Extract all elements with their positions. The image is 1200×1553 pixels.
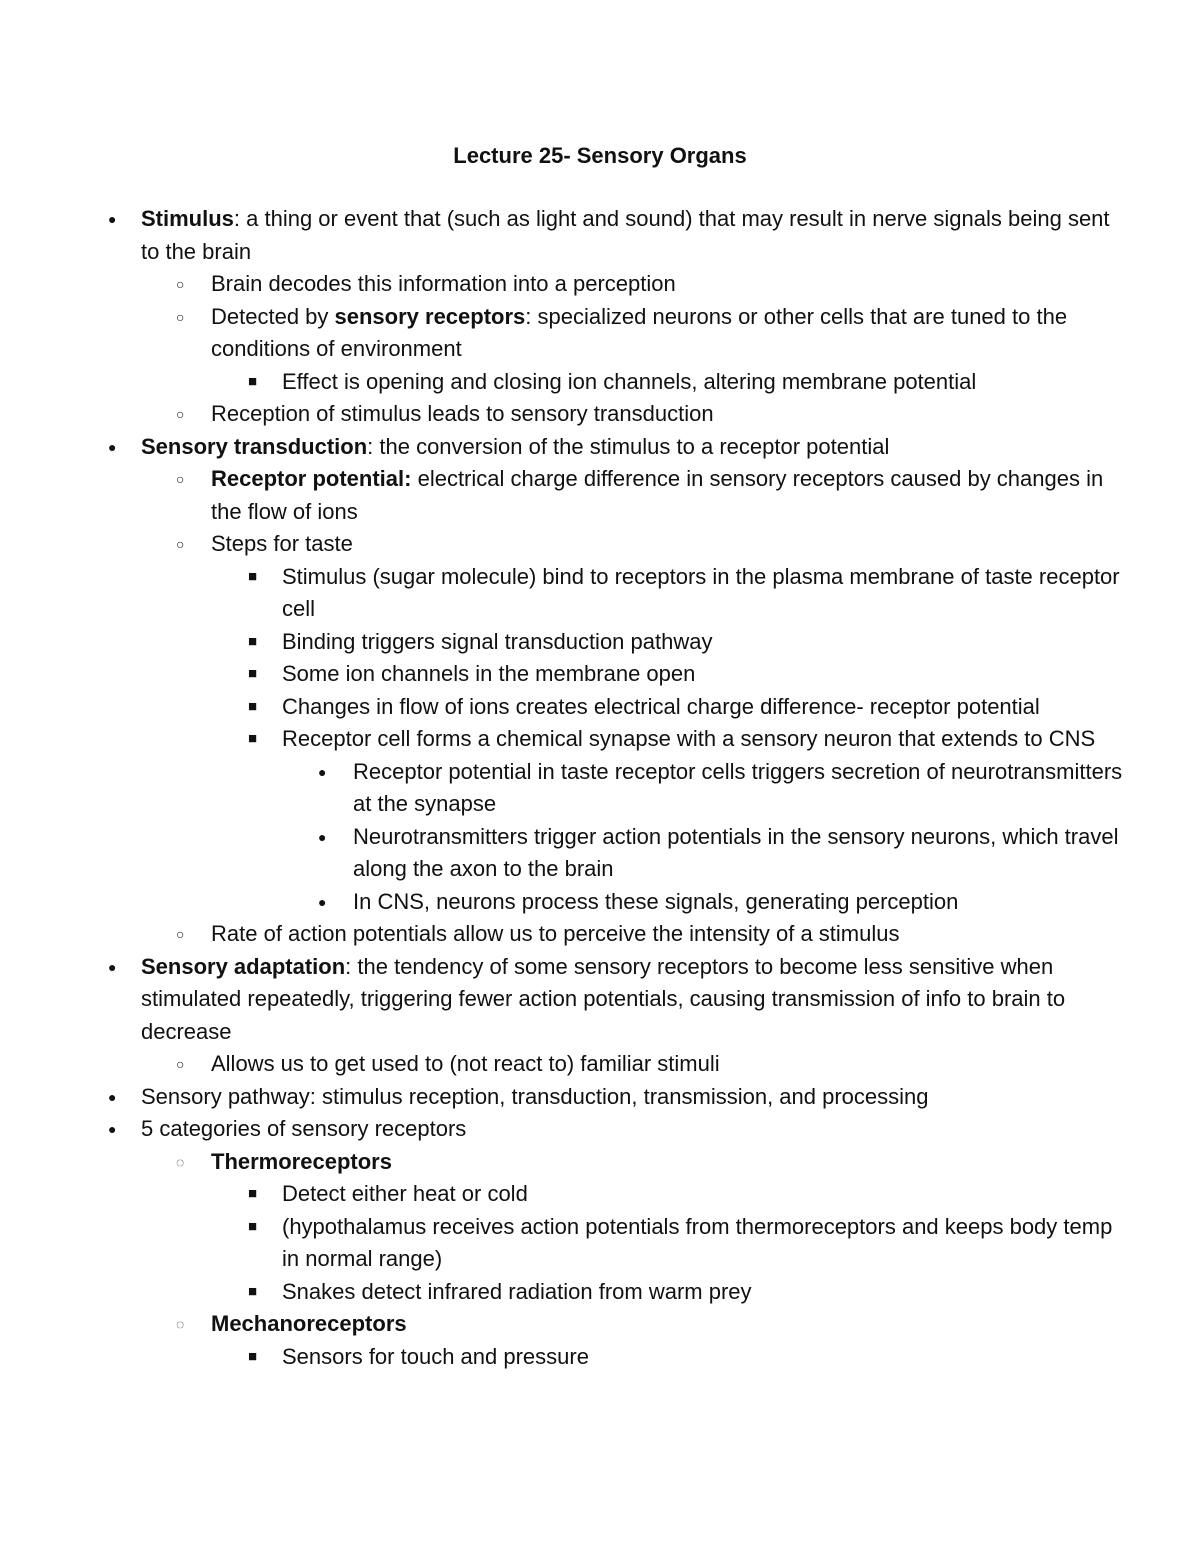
bold-term: sensory receptors — [334, 303, 526, 329]
square-bullet-icon — [248, 658, 257, 691]
item-text: Some ion channels in the membrane open — [282, 661, 696, 686]
item-text: Binding triggers signal transduction pathway — [282, 628, 713, 654]
item-text: 5 categories of sensory receptors — [141, 1116, 467, 1141]
item-text: : the conversion of the stimulus to a receptor potential — [367, 433, 890, 459]
square-bullet-icon — [248, 1341, 257, 1374]
item-text: Allows us to get used to (not react to) familiar stimuli — [211, 1051, 720, 1076]
dotted-circle-bullet-icon — [176, 1146, 184, 1179]
hollow-bullet-icon — [176, 398, 184, 431]
item-text: Rate of action potentials allow us to perceive the intensity of a stimulus — [211, 921, 900, 946]
item-text: Sensory pathway: stimulus reception, transduction, transmission, and processing — [141, 1083, 929, 1109]
square-bullet-icon — [248, 1211, 257, 1244]
item-text: : specialized neurons or other cells that are tuned to the conditions of environment — [211, 303, 1068, 361]
page-title: Lecture 25- Sensory Organs — [453, 143, 747, 168]
item-text: Changes in flow of ions creates electrical charge difference- receptor potential — [282, 693, 1040, 719]
list-item — [0, 463, 1131, 528]
hollow-bullet-icon — [176, 918, 184, 951]
list-item — [0, 366, 1132, 399]
item-text: Detected by — [211, 303, 335, 329]
list-item — [0, 1113, 1126, 1146]
item-text: Neurotransmitters trigger action potentials in the sensory neurons, which travel along the axon to the brain — [353, 823, 1119, 881]
bold-term: Stimulus — [141, 206, 234, 231]
filled-bullet-icon — [108, 1081, 116, 1114]
list-item — [0, 268, 1131, 301]
bold-term: Sensory transduction — [141, 433, 368, 459]
square-bullet-icon — [248, 366, 257, 399]
bold-term: Receptor potential: — [211, 466, 412, 491]
list-item — [0, 1081, 1126, 1114]
dotted-circle-bullet-icon — [176, 1308, 184, 1341]
item-text: : a thing or event that (such as light and sound) that may result in nerve signals being sent to the brain — [141, 206, 1110, 264]
list-item — [0, 723, 1132, 756]
list-item — [0, 691, 1132, 724]
bullet-outline — [0, 203, 1200, 1373]
list-item — [0, 1048, 1131, 1081]
item-text: : the tendency of some sensory receptors to become less sensitive when stimulated repeatedly, triggering fewer action potentials, causing transmission of info to brain to decrease — [141, 953, 1066, 1044]
square-bullet-icon — [248, 723, 257, 756]
bold-term: Thermoreceptors — [211, 1148, 392, 1174]
list-item — [0, 951, 1126, 1049]
list-item — [0, 821, 1133, 886]
item-text: Snakes detect infrared radiation from warm prey — [282, 1278, 752, 1304]
list-item — [0, 918, 1131, 951]
list-item — [0, 1341, 1132, 1374]
bold-term: Sensory adaptation — [141, 953, 346, 979]
list-item — [0, 626, 1132, 659]
filled-bullet-icon — [318, 886, 326, 919]
filled-bullet-icon — [108, 1113, 116, 1146]
hollow-bullet-icon — [176, 1048, 184, 1081]
list-item — [0, 301, 1131, 366]
item-text: (hypothalamus receives action potentials from thermoreceptors and keeps body temp in normal range) — [282, 1213, 1113, 1271]
item-text: Receptor potential in taste receptor cells triggers secretion of neurotransmitters at the synapse — [353, 758, 1123, 816]
item-text: Receptor cell forms a chemical synapse with a sensory neuron that extends to CNS — [282, 726, 1096, 751]
hollow-bullet-icon — [176, 463, 184, 496]
hollow-bullet-icon — [176, 528, 184, 561]
item-text: Sensors for touch and pressure — [282, 1343, 589, 1369]
item-text: electrical charge difference in sensory receptors caused by changes in the flow of ions — [211, 466, 1104, 524]
list-item — [0, 1211, 1132, 1276]
square-bullet-icon — [248, 1276, 257, 1309]
hollow-bullet-icon — [176, 301, 184, 334]
list-item — [0, 658, 1132, 691]
list-item — [0, 398, 1131, 431]
list-item — [0, 203, 1126, 268]
item-text: In CNS, neurons process these signals, generating perception — [353, 888, 959, 914]
square-bullet-icon — [248, 626, 257, 659]
filled-bullet-icon — [108, 951, 116, 984]
bold-term: Mechanoreceptors — [211, 1311, 407, 1336]
list-item — [0, 1146, 1131, 1179]
hollow-bullet-icon — [176, 268, 184, 301]
item-text: Stimulus (sugar molecule) bind to receptors in the plasma membrane of taste receptor cell — [282, 563, 1120, 621]
item-text: Effect is opening and closing ion channels, altering membrane potential — [282, 368, 977, 394]
list-item — [0, 561, 1132, 626]
square-bullet-icon — [248, 1178, 257, 1211]
square-bullet-icon — [248, 561, 257, 594]
list-item — [0, 431, 1126, 464]
list-item — [0, 886, 1133, 919]
square-bullet-icon — [248, 691, 257, 724]
list-item — [0, 1308, 1131, 1341]
list-item — [0, 1178, 1132, 1211]
filled-bullet-icon — [318, 756, 326, 789]
item-text: Steps for taste — [211, 531, 353, 556]
item-text: Brain decodes this information into a perception — [211, 271, 676, 296]
filled-bullet-icon — [318, 821, 326, 854]
filled-bullet-icon — [108, 203, 116, 236]
list-item — [0, 1276, 1132, 1309]
filled-bullet-icon — [108, 431, 116, 464]
list-item — [0, 528, 1131, 561]
item-text: Reception of stimulus leads to sensory transduction — [211, 401, 714, 426]
list-item — [0, 756, 1133, 821]
item-text: Detect either heat or cold — [282, 1181, 528, 1206]
